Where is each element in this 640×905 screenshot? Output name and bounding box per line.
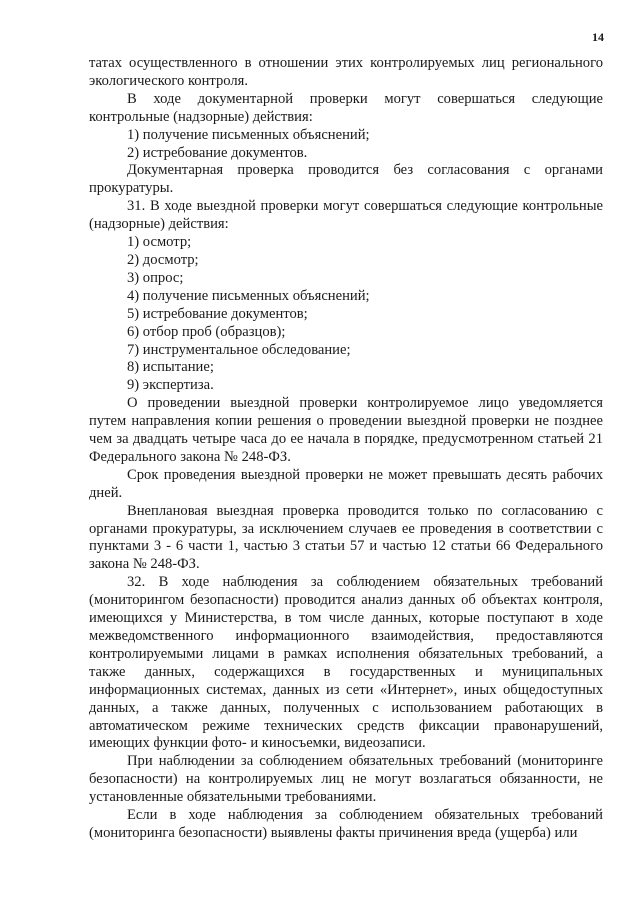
list-item: 7) инструментальное обследование;: [127, 341, 351, 358]
list-item: 9) экспертиза.: [127, 377, 214, 394]
paragraph: О проведении выездной проверки контролируемое лицо уведомляется путем направления копии решения о проведении выездной проверки не позднее чем за двадцать четыре часа до ее начала в порядке, предусмотренном статьей 21 Федерального закона № 248-ФЗ.: [89, 395, 603, 465]
list-item: 1) получение письменных объяснений;: [127, 126, 370, 143]
list-item: 6) отбор проб (образцов);: [127, 323, 286, 340]
list-item: 5) истребование документов;: [127, 305, 308, 322]
page-number: 14: [592, 30, 604, 44]
paragraph: татах осуществленного в отношении этих контролируемых лиц регионального экологического контроля.: [89, 55, 603, 89]
paragraph: 31. В ходе выездной проверки могут совершаться следующие контрольные (надзорные) действия:: [89, 198, 603, 233]
list-item: 1) осмотр;: [127, 234, 192, 251]
paragraph: Документарная проверка проводится без согласования с органами прокуратуры.: [89, 162, 603, 197]
paragraph: Внеплановая выездная проверка проводится только по согласованию с органами прокуратуры, за исключением случаев ее проведения в соответствии с пунктами 3 - 6 части 1, частью 3 статьи 57 и частью 12 статьи 66 Федерального закона № 248-ФЗ.: [89, 502, 603, 573]
paragraph: В ходе документарной проверки могут совершаться следующие контрольные (надзорные) действия:: [89, 90, 603, 125]
paragraph: 32. В ходе наблюдения за соблюдением обязательных требований (мониторингом безопасности) проводится анализ данных об объектах контроля, имеющихся у Министерства, в том числе данных, которые поступают в ходе межведомственного информационного взаимодействия, предоставляются контролируемыми лицами в рамках исполнения обязательных требований, а также данных, содержащихся в государственных и муниципальных информационных системах, данных из сети «Интернет», иных общедоступных данных, а также данных, полученных с использованием работающих в автоматическом режиме технических средств фиксации правонарушений, имеющих функции фото- и киносъемки, видеозаписи.: [89, 574, 603, 752]
list-item: 3) опрос;: [127, 269, 184, 286]
list-item: 8) испытание;: [127, 359, 214, 376]
list-item: 4) получение письменных объяснений;: [127, 287, 370, 304]
paragraph: При наблюдении за соблюдением обязательных требований (мониторинге безопасности) на контролируемых лиц не могут возлагаться обязанности, не установленные обязательными требованиями.: [89, 753, 603, 806]
list-item: 2) истребование документов.: [127, 144, 308, 161]
paragraph: Если в ходе наблюдения за соблюдением обязательных требований (мониторинга безопасности) выявлены факты причинения вреда (ущерба) или: [89, 807, 603, 841]
paragraph: Срок проведения выездной проверки не может превышать десять рабочих дней.: [89, 466, 603, 501]
document-body: [89, 55, 603, 843]
list-item: 2) досмотр;: [127, 251, 199, 268]
